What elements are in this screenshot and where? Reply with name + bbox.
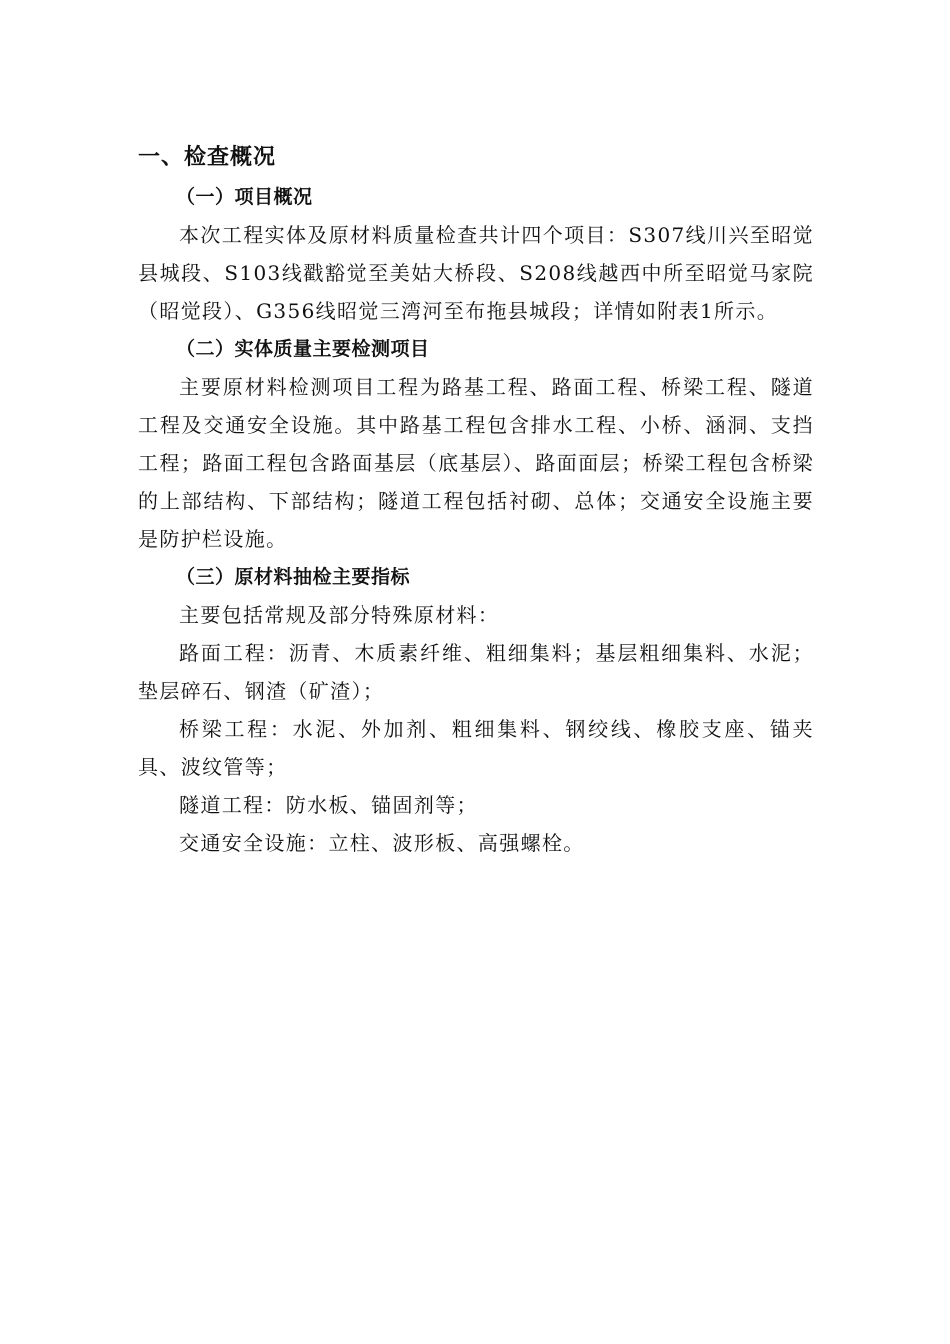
subsection-title-project-overview: （一）项目概况 — [176, 186, 313, 208]
subsection-title-inspection-items: （二）实体质量主要检测项目 — [176, 338, 430, 360]
paragraph-project-overview: 本次工程实体及原材料质量检查共计四个项目：S307线川兴至昭觉县城段、S103线戳豁觉至美姑大桥段、S208线越西中所至昭觉马家院（昭觉段）、G356线昭觉三湾河至布拖县城段；详情如附表1所示。 — [138, 223, 814, 323]
paragraph-materials-intro: 主要包括常规及部分特殊原材料： — [179, 603, 500, 627]
section-heading: 一、检查概况 — [138, 145, 277, 170]
paragraph-pavement-materials: 路面工程：沥青、木质素纤维、粗细集料；基层粗细集料、水泥；垫层碎石、钢渣（矿渣）； — [138, 641, 814, 703]
subsection-title-material-indicators: （三）原材料抽检主要指标 — [176, 566, 411, 588]
paragraph-inspection-items: 主要原材料检测项目工程为路基工程、路面工程、桥梁工程、隧道工程及交通安全设施。其中路基工程包含排水工程、小桥、涵洞、支挡工程；路面工程包含路面基层（底基层）、路面面层；桥梁工程包含桥梁的上部结构、下部结构；隧道工程包括衬砌、总体；交通安全设施主要是防护栏设施。 — [138, 375, 814, 551]
paragraph-bridge-materials: 桥梁工程：水泥、外加剂、粗细集料、钢绞线、橡胶支座、锚夹具、波纹管等； — [138, 717, 814, 779]
paragraph-traffic-safety-materials: 交通安全设施：立柱、波形板、高强螺栓。 — [179, 831, 585, 855]
document-body — [138, 140, 814, 862]
paragraph-tunnel-materials: 隧道工程：防水板、锚固剂等； — [179, 793, 478, 817]
